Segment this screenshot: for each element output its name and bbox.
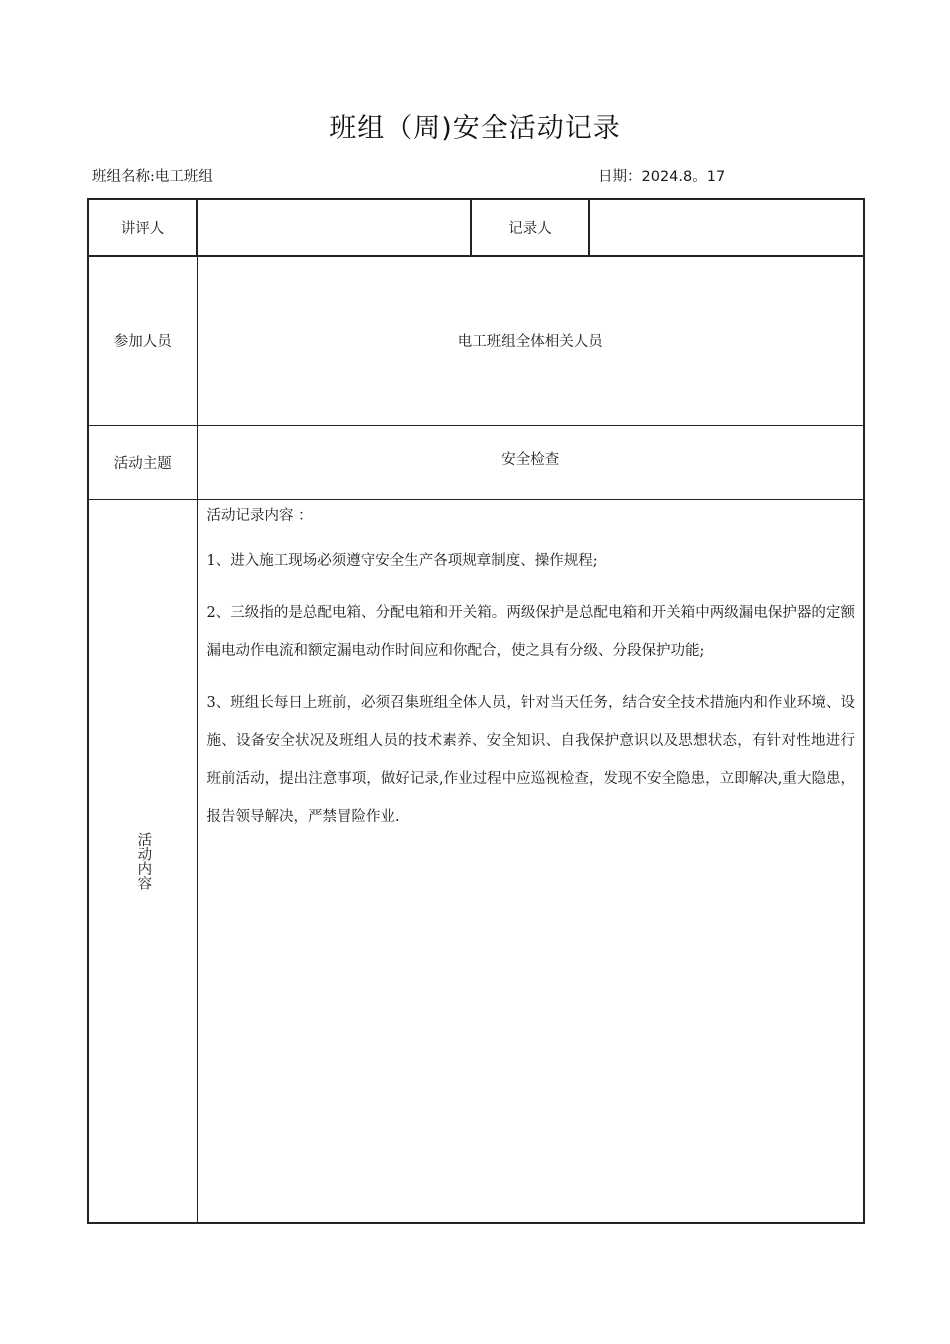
content-row: [88, 499, 864, 1223]
document-title: 班组（周)安全活动记录: [329, 113, 621, 144]
content-label-cell: [88, 499, 197, 1223]
record-date: 日期：2024.8。17: [598, 169, 726, 185]
topic-value: 安全检查: [501, 451, 560, 468]
reviewer-label: 讲评人: [88, 199, 197, 256]
content-item-1: 1、进入施工现场必须遵守安全生产各项规章制度、操作规程;: [206, 552, 598, 569]
recorder-label: 记录人: [471, 199, 589, 256]
reviewer-value[interactable]: [197, 199, 471, 256]
content-cell: [197, 499, 864, 1223]
content-heading: 活动记录内容 ：: [206, 507, 313, 524]
participants-row: [88, 256, 864, 425]
team-name: 班组名称:电工班组: [92, 169, 213, 185]
recorder-value[interactable]: [589, 199, 864, 256]
content-item-3: 3、班组长每日上班前，必须召集班组全体人员，针对当天任务，结合安全技术措施内和作业环境、设施、设备安全状况及班组人员的技术素养、安全知识、自我保护意识以及思想状态，有针对性地进行班前活动，提出注意事项，做好记录,作业过程中应巡视检查，发现不安全隐患，立即解决,重大隐患，报告领导解决，严禁冒险作业.: [206, 694, 855, 825]
content-label: 活动内容: [135, 831, 152, 890]
topic-label: 活动主题: [88, 425, 197, 499]
content-item-2: 2、三级指的是总配电箱、分配电箱和开关箱。两级保护是总配电箱和开关箱中两级漏电保护器的定额漏电动作电流和额定漏电动作时间应和你配合，使之具有分级、分段保护功能;: [206, 604, 855, 659]
activity-record-table: [87, 198, 865, 1224]
participants-value: 电工班组全体相关人员: [197, 256, 864, 425]
reviewer-row: [88, 199, 864, 256]
topic-value-cell: [197, 425, 864, 499]
participants-label: 参加人员: [88, 256, 197, 425]
topic-row: [88, 425, 864, 499]
